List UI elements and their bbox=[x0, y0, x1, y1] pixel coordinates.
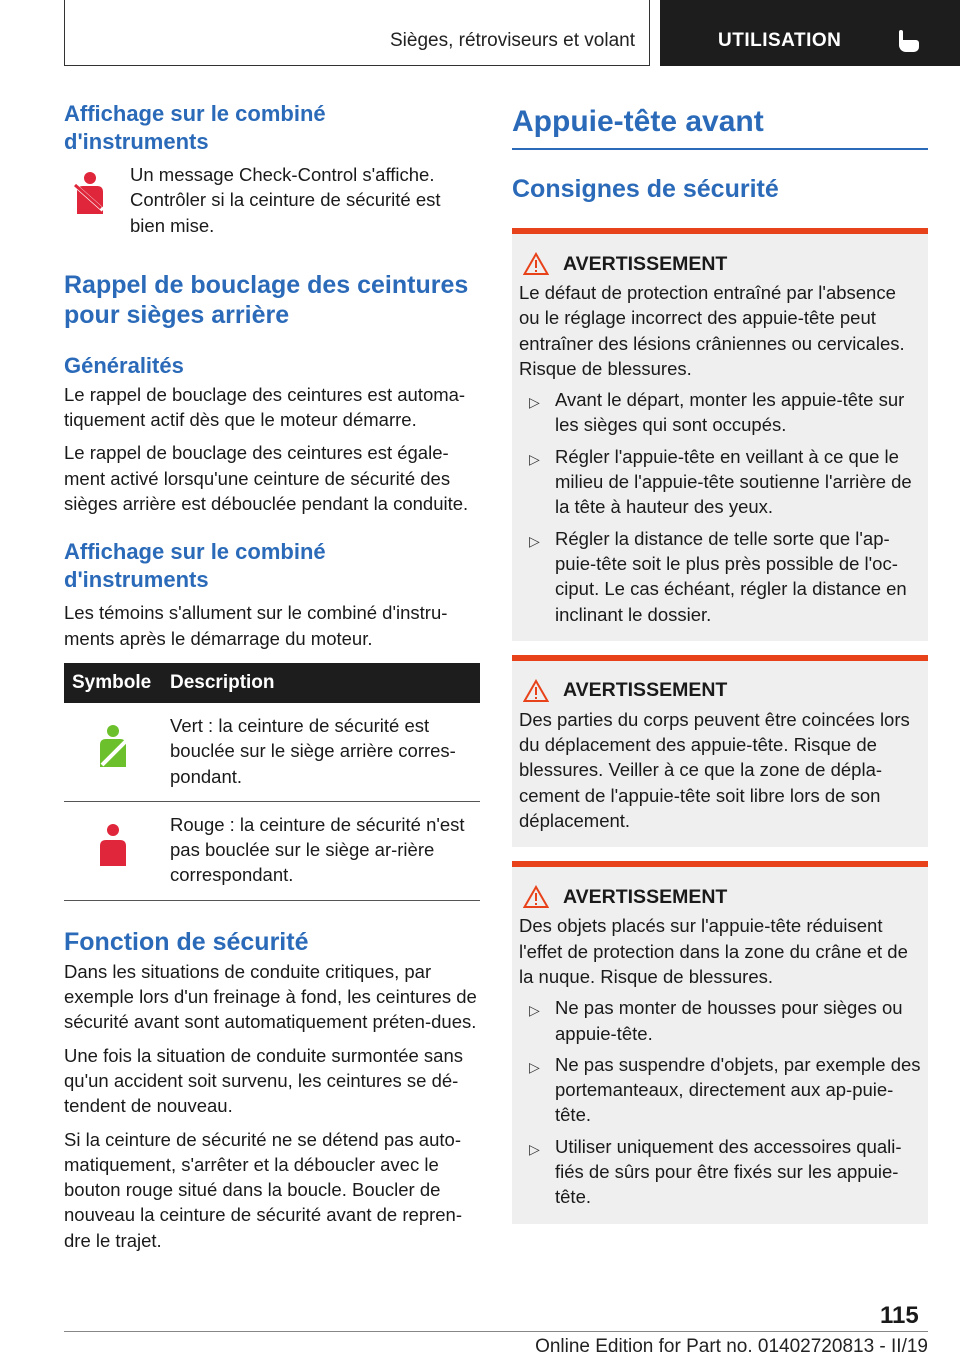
triangle-bullet-icon: ▷ bbox=[529, 1002, 540, 1019]
heading-consignes: Consignes de sécurité bbox=[512, 175, 779, 203]
heading-rule bbox=[512, 148, 928, 150]
triangle-bullet-icon: ▷ bbox=[529, 394, 540, 411]
header-chapter-box bbox=[660, 0, 960, 66]
heading-affichage-2: Affichage sur le combiné d'instruments bbox=[64, 539, 326, 593]
symbol-table bbox=[64, 663, 480, 901]
triangle-bullet-icon: ▷ bbox=[529, 450, 540, 467]
list-item: ▷ Ne pas monter de housses pour sièges ou appuie-tête. bbox=[519, 995, 921, 1046]
paragraph-gen-1: Le rappel de bouclage des ceintures est automa-tiquement actif dès que le moteur démarre. bbox=[64, 383, 466, 431]
warning-title: AVERTISSEMENT bbox=[563, 679, 728, 702]
paragraph-fonction-3: Si la ceinture de sécurité ne se détend pas auto-matiquement, s'arrêter et la déboucler avec le bouton rouge situé dans la boucle. Boucler de nouveau la ceinture de sécurité avant de repren-dre le trajet. bbox=[64, 1128, 463, 1251]
warning-text: Des parties du corps peuvent être coincées lors du déplacement des appuie-tête. Risque de blessures. Veiller à ce que la zone de dépla-cement de l'appuie-tête soit libre lors de son déplacement. bbox=[519, 708, 910, 832]
table-cell-symbol bbox=[64, 801, 162, 900]
heading-rappel: Rappel de bouclage des ceintures pour sièges arrière bbox=[64, 270, 469, 329]
check-control-text: Un message Check-Control s'affiche. Contrôler si la ceinture de sécurité est bien mise. bbox=[130, 164, 441, 236]
check-control-row bbox=[64, 162, 480, 238]
table-cell-description: Rouge : la ceinture de sécurité n'est pas bouclée sur le siège ar-rière correspondant. bbox=[162, 801, 480, 900]
warning-bullets bbox=[519, 387, 921, 627]
header-section-title: Sièges, rétroviseurs et volant bbox=[389, 30, 635, 51]
table-row bbox=[64, 703, 480, 801]
paragraph-affichage-2: Les témoins s'allument sur le combiné d'instru-ments après le démarrage du moteur. bbox=[64, 602, 448, 649]
heading-appuie-tete: Appuie-tête avant bbox=[512, 105, 764, 138]
warning-box bbox=[512, 861, 928, 1223]
heading-affichage-1: Affichage sur le combiné d'instruments bbox=[64, 101, 326, 154]
heading-generalites: Généralités bbox=[64, 352, 184, 378]
warning-triangle-icon bbox=[523, 252, 549, 276]
paragraph-fonction-1: Dans les situations de conduite critiques, par exemple lors d'un freinage à fond, les ceintures de sécurité avant sont automatiquement préten-dues. bbox=[64, 960, 477, 1033]
header-chapter-title: UTILISATION bbox=[718, 30, 842, 51]
footer-edition: Online Edition for Part no. 01402720813 - II/19 bbox=[535, 1336, 928, 1357]
warning-box bbox=[512, 655, 928, 847]
table-cell-symbol bbox=[64, 703, 162, 801]
triangle-bullet-icon: ▷ bbox=[529, 1058, 540, 1075]
list-item: ▷ Régler la distance de telle sorte que l'ap-puie-tête soit le plus près possible de l'oc-ciput. Le cas échéant, régler la distance en inclinant le dossier. bbox=[519, 526, 921, 627]
header-section-box bbox=[64, 0, 650, 66]
warning-triangle-icon bbox=[523, 885, 549, 909]
paragraph-gen-2: Le rappel de bouclage des ceintures est égale-ment activé lorsqu'une ceinture de sécurité des sièges arrière est débouclée pendant la conduite. bbox=[64, 442, 469, 515]
list-item: ▷ Régler l'appuie-tête en veillant à ce que le milieu de l'appuie-tête soutienne l'arrière de la tête à hauteur des yeux. bbox=[519, 444, 921, 520]
page-number: 115 bbox=[880, 1302, 919, 1329]
list-item: ▷ Ne pas suspendre d'objets, par exemple des portemanteaux, directement aux ap-puie-tête. bbox=[519, 1052, 921, 1128]
left-column bbox=[64, 100, 480, 1253]
warning-bullets bbox=[519, 995, 921, 1209]
warning-title: AVERTISSEMENT bbox=[563, 885, 728, 908]
table-header-description: Description bbox=[162, 663, 480, 703]
right-column bbox=[512, 100, 928, 1224]
table-row bbox=[64, 801, 480, 900]
table-cell-description: Vert : la ceinture de sécurité est bouclée sur le siège arrière corres-pondant. bbox=[162, 703, 480, 801]
warning-triangle-icon bbox=[523, 679, 549, 703]
triangle-bullet-icon: ▷ bbox=[529, 532, 540, 549]
pointing-hand-icon bbox=[896, 28, 922, 54]
seatbelt-red-icon bbox=[73, 170, 107, 220]
triangle-bullet-icon: ▷ bbox=[529, 1140, 540, 1157]
footer-rule bbox=[64, 1331, 928, 1332]
warning-text: Le défaut de protection entraîné par l'absence ou le réglage incorrect des appuie-tête peut entraîner des lésions crâniennes ou cervicales. Risque de blessures. bbox=[519, 282, 905, 379]
warning-text: Des objets placés sur l'appuie-tête réduisent l'effet de protection dans la zone du crâne et de la nuque. Risque de blessures. bbox=[519, 915, 908, 987]
table-header-row bbox=[64, 663, 480, 703]
warning-box bbox=[512, 228, 928, 641]
paragraph-fonction-2: Une fois la situation de conduite surmontée sans qu'un accident soit survenu, les ceintures se dé-tendent de nouveau. bbox=[64, 1044, 464, 1117]
table-header-symbol: Symbole bbox=[64, 663, 162, 703]
seatbelt-green-icon bbox=[96, 723, 130, 773]
heading-fonction: Fonction de sécurité bbox=[64, 927, 309, 956]
list-item: ▷ Avant le départ, monter les appuie-tête sur les sièges qui sont occupés. bbox=[519, 387, 921, 438]
list-item: ▷ Utiliser uniquement des accessoires quali-fiés de sûrs pour être fixés sur les appuie-tête. bbox=[519, 1134, 921, 1210]
seatbelt-red-icon bbox=[96, 822, 130, 872]
warning-title: AVERTISSEMENT bbox=[563, 252, 728, 275]
